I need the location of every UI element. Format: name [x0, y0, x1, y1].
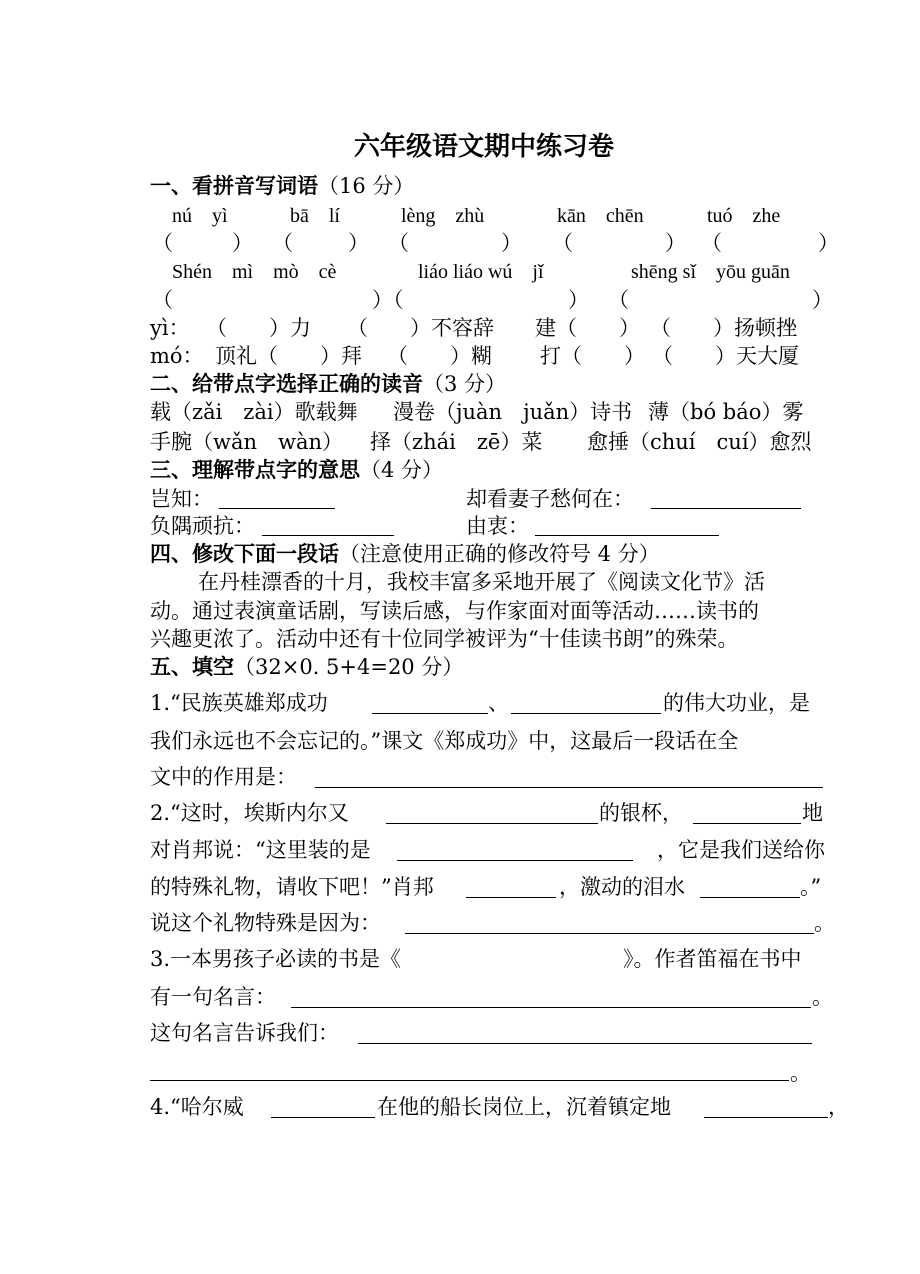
question-2-text: 的银杯， — [599, 801, 683, 825]
section-5-heading — [150, 654, 463, 680]
section-3-heading — [150, 457, 443, 483]
page-title: 六年级语文期中练习卷 — [354, 132, 615, 162]
pinyin-1: nú yì — [172, 205, 228, 227]
answer-line[interactable] — [150, 1080, 789, 1081]
answer-bracket: ） — [568, 288, 589, 312]
answer-bracket: （ — [701, 231, 722, 255]
section-1-heading — [150, 173, 414, 199]
pinyin-5: tuó zhe — [707, 205, 781, 227]
section-3-title: 三、理解带点字的意思 — [150, 457, 360, 482]
question-2-text: 对肖邦说：“这里装的是 — [150, 838, 371, 862]
answer-bracket: （ — [272, 231, 293, 255]
answer-bracket: ） — [665, 231, 686, 255]
question-2-text: 地 — [802, 801, 823, 825]
yi-item: 建（ ） — [535, 316, 640, 340]
yi-label: yì： — [150, 316, 190, 340]
pinyin-7: liáo liáo wú jǐ — [418, 261, 544, 283]
section-1-title: 一、看拼音写词语 — [150, 173, 318, 198]
answer-line[interactable] — [535, 535, 719, 536]
answer-line[interactable] — [358, 1043, 812, 1044]
mo-item: 打（ ） — [540, 344, 645, 368]
section-2-score: （3 分） — [423, 372, 507, 396]
answer-bracket: ） — [232, 231, 253, 255]
question-4-text: 在他的船长岗位上，沉着镇定地 — [377, 1095, 671, 1119]
answer-line[interactable] — [405, 933, 814, 934]
answer-bracket: （ — [608, 288, 629, 312]
paragraph-line: 动。通过表演童话剧，写读后感，与作家面对面等活动……读书的 — [150, 599, 759, 623]
answer-line[interactable] — [511, 713, 661, 714]
answer-bracket: ） — [501, 231, 522, 255]
pinyin-8: shēng sǐ yōu guān — [631, 261, 790, 283]
section-4-heading — [150, 541, 660, 567]
question-2-text: 的特殊礼物，请收下吧！”肖邦 — [150, 875, 434, 899]
section-2-heading — [150, 371, 506, 397]
answer-bracket: （ — [152, 288, 173, 312]
section-5-title: 五、填空 — [150, 654, 234, 679]
answer-line[interactable] — [262, 535, 394, 536]
answer-line[interactable] — [372, 713, 488, 714]
answer-bracket: ） — [348, 231, 369, 255]
answer-bracket: ）（ — [372, 288, 404, 312]
mo-item: （ ）糊 — [387, 344, 492, 368]
question-4-text: ， — [828, 1095, 849, 1119]
section-4-title: 四、修改下面一段话 — [150, 541, 339, 566]
question-3-text: 3.一本男孩子必读的书是《 — [150, 947, 402, 971]
answer-line[interactable] — [291, 1007, 811, 1008]
question-2-text: 2.“这时，埃斯内尔又 — [150, 801, 349, 825]
reading-item: 择（zhái zē）菜 — [370, 430, 543, 454]
question-3-text: 。 — [812, 985, 833, 1009]
yi-item: （ ）扬顿挫 — [650, 316, 797, 340]
meaning-item: 却看妻子愁何在： — [466, 487, 634, 511]
reading-item: 载（zǎi zài）歌载舞 — [150, 400, 358, 424]
question-2-text: 。” — [800, 875, 822, 899]
answer-line[interactable] — [651, 508, 801, 509]
answer-line[interactable] — [704, 1117, 828, 1118]
paragraph-line: 在丹桂漂香的十月，我校丰富多采地开展了《阅读文化节》活 — [198, 570, 765, 594]
answer-line[interactable] — [315, 787, 823, 788]
section-4-score: （注意使用正确的修改符号 4 分） — [339, 542, 660, 566]
section-5-score: （32×0. 5+4=20 分） — [234, 655, 464, 679]
answer-bracket: （ — [388, 231, 409, 255]
question-3-text: 有一句名言： — [150, 985, 276, 1009]
pinyin-6: Shén mì mò cè — [172, 261, 337, 283]
question-1-text: 、 — [488, 691, 509, 715]
answer-line[interactable] — [700, 897, 800, 898]
answer-line[interactable] — [219, 508, 335, 509]
answer-line[interactable] — [386, 823, 598, 824]
paragraph-line: 兴趣更浓了。活动中还有十位同学被评为“十佳读书朗”的殊荣。 — [150, 627, 739, 651]
question-3-text: 这句名言告诉我们： — [150, 1021, 339, 1045]
question-2-text: 。 — [814, 911, 835, 935]
yi-item: （ ）不容辞 — [347, 316, 494, 340]
meaning-item: 负隅顽抗： — [150, 514, 255, 538]
question-3-text: 》。作者笛福在书中 — [623, 947, 802, 971]
question-1-text: 1.“民族英雄郑成功 — [150, 691, 328, 715]
question-1-text: 文中的作用是： — [150, 765, 297, 789]
meaning-item: 由衷： — [466, 514, 529, 538]
answer-bracket: （ — [152, 231, 173, 255]
answer-line[interactable] — [271, 1117, 375, 1118]
question-4-text: 4.“哈尔威 — [150, 1095, 244, 1119]
mo-item: （ ）天大厦 — [652, 344, 799, 368]
section-3-score: （4 分） — [360, 458, 444, 482]
reading-item: 手腕（wǎn wàn） — [150, 430, 344, 454]
reading-item: 愈捶（chuí cuí）愈烈 — [587, 430, 812, 454]
question-1-text: 的伟大功业，是 — [663, 691, 810, 715]
reading-item: 薄（bó báo）雾 — [648, 400, 804, 424]
answer-line[interactable] — [397, 860, 633, 861]
mo-item: 顶礼（ ）拜 — [215, 344, 362, 368]
section-1-score: （16 分） — [318, 174, 415, 198]
yi-item: （ ）力 — [206, 316, 311, 340]
section-2-title: 二、给带点字选择正确的读音 — [150, 371, 423, 396]
answer-bracket: ） — [812, 288, 833, 312]
question-1-text: 我们永远也不会忘记的。”课文《郑成功》中，这最后一段话在全 — [150, 729, 739, 753]
answer-bracket: （ — [552, 231, 573, 255]
answer-line[interactable] — [693, 823, 801, 824]
pinyin-4: kān chēn — [557, 205, 644, 227]
mo-label: mó： — [150, 344, 204, 368]
pinyin-3: lèng zhù — [401, 205, 485, 227]
answer-line[interactable] — [466, 897, 556, 898]
question-2-text: 说这个礼物特殊是因为： — [150, 911, 381, 935]
answer-bracket: ） — [818, 231, 839, 255]
question-2-text: ，激动的泪水 — [559, 875, 685, 899]
reading-item: 漫卷（juàn juǎn）诗书 — [393, 400, 633, 424]
pinyin-2: bā lí — [290, 205, 340, 227]
question-2-text: ，它是我们送给你 — [657, 838, 825, 862]
meaning-item: 岂知： — [150, 487, 213, 511]
question-3-text: 。 — [790, 1061, 811, 1085]
